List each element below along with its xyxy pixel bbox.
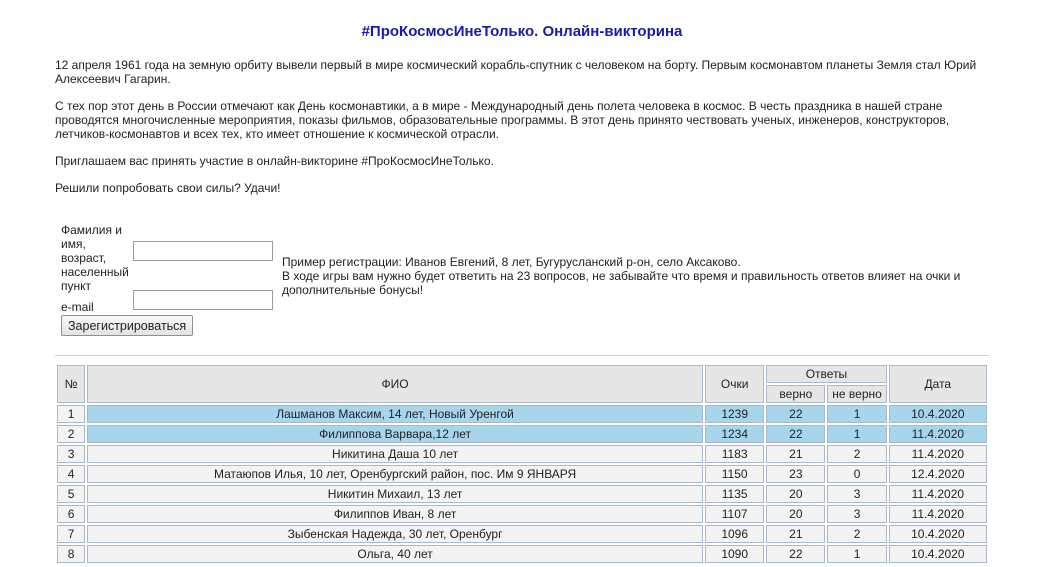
header-num: № [57,365,85,403]
cell-wrong: 1 [827,405,886,423]
cell-correct: 23 [766,465,825,483]
cell-num: 4 [57,465,85,483]
cell-points: 1150 [705,465,764,483]
email-field-label: e-mail [61,300,94,314]
header-answers: Ответы [766,365,886,383]
cell-fio: Никитин Михаил, 13 лет [87,485,703,503]
header-wrong: не верно [827,385,886,403]
cell-date: 10.4.2020 [889,545,987,563]
cell-date: 11.4.2020 [889,425,987,443]
header-points: Очки [705,365,764,403]
cell-wrong: 2 [827,445,886,463]
cell-points: 1096 [705,525,764,543]
cell-fio: Никитина Даша 10 лет [87,445,703,463]
cell-correct: 20 [766,505,825,523]
cell-points: 1107 [705,505,764,523]
intro-paragraph-4: Решили попробовать свои силы? Удачи! [55,181,281,195]
cell-points: 1183 [705,445,764,463]
cell-num: 7 [57,525,85,543]
cell-wrong: 1 [827,545,886,563]
cell-wrong: 1 [827,425,886,443]
page-title: #ПроКосмосИнеТолько. Онлайн-викторина [361,23,683,40]
header-date: Дата [889,365,987,403]
cell-num: 6 [57,505,85,523]
cell-points: 1234 [705,425,764,443]
cell-points: 1090 [705,545,764,563]
cell-wrong: 0 [827,465,886,483]
cell-wrong: 2 [827,525,886,543]
cell-fio: Филиппова Варвара,12 лет [87,425,703,443]
cell-correct: 21 [766,525,825,543]
registration-rules: В ходе игры вам нужно будет ответить на 23 вопросов, не забывайте что время и правильность ответов влияет на очки и дополнительные бонусы! [282,269,961,297]
intro-paragraph-1: 12 апреля 1961 года на земную орбиту вывели первый в мире космический корабль-спутник с человеком на борту. Первым космонавтом планеты Земля стал Юрий Алексеевич Гагарин. [55,58,977,86]
page [55,0,989,336]
cell-fio: Ольга, 40 лет [87,545,703,563]
name-field-label: Фамилия и имя, возраст, населенный пункт [61,223,129,293]
table-header-row [57,365,987,383]
table-row [57,405,987,423]
cell-num: 2 [57,425,85,443]
cell-correct: 22 [766,405,825,423]
cell-fio: Матаюпов Илья, 10 лет, Оренбургский район, пос. Им 9 ЯНВАРЯ [87,465,703,483]
table-row [57,505,987,523]
cell-date: 11.4.2020 [889,485,987,503]
registration-form [55,208,989,336]
table-row [57,425,987,443]
email-input[interactable] [133,290,273,310]
divider [55,355,989,356]
register-button[interactable]: Зарегистрироваться [61,315,193,336]
cell-num: 3 [57,445,85,463]
header-fio: ФИО [87,365,703,403]
cell-correct: 22 [766,425,825,443]
registration-hint [282,255,982,297]
cell-points: 1239 [705,405,764,423]
cell-correct: 22 [766,545,825,563]
table-row [57,465,987,483]
cell-fio: Зыбенская Надежда, 30 лет, Оренбург [87,525,703,543]
header-correct: верно [766,385,825,403]
table-row [57,485,987,503]
name-input[interactable] [133,241,273,261]
results-table [55,363,989,565]
intro-paragraph-2: С тех пор этот день в России отмечают как День космонавтики, а в мире - Международный день полета человека в космос. В честь праздника в нашей стране проводятся многочисленные мероприятия, показы фильмов, образовательные программы. В этот день принято чествовать ученых, инженеров, конструкторов, летчиков-космонавтов и всех тех, кто имеет отношение к космической отрасли. [55,99,950,141]
intro-paragraph-3: Приглашаем вас принять участие в онлайн-викторине #ПроКосмосИнеТолько. [55,154,494,168]
results-body [57,405,987,563]
cell-date: 12.4.2020 [889,465,987,483]
cell-wrong: 3 [827,505,886,523]
cell-points: 1135 [705,485,764,503]
registration-example: Пример регистрации: Иванов Евгений, 8 лет, Бугурусланский р-он, село Аксаково. [282,255,741,269]
cell-date: 11.4.2020 [889,505,987,523]
cell-num: 1 [57,405,85,423]
cell-correct: 20 [766,485,825,503]
intro-text [55,58,989,195]
table-row [57,545,987,563]
cell-correct: 21 [766,445,825,463]
table-row [57,525,987,543]
cell-num: 5 [57,485,85,503]
table-row [57,445,987,463]
cell-fio: Лашманов Максим, 14 лет, Новый Уренгой [87,405,703,423]
cell-fio: Филиппов Иван, 8 лет [87,505,703,523]
cell-wrong: 3 [827,485,886,503]
cell-date: 11.4.2020 [889,445,987,463]
cell-date: 10.4.2020 [889,525,987,543]
cell-date: 10.4.2020 [889,405,987,423]
cell-num: 8 [57,545,85,563]
